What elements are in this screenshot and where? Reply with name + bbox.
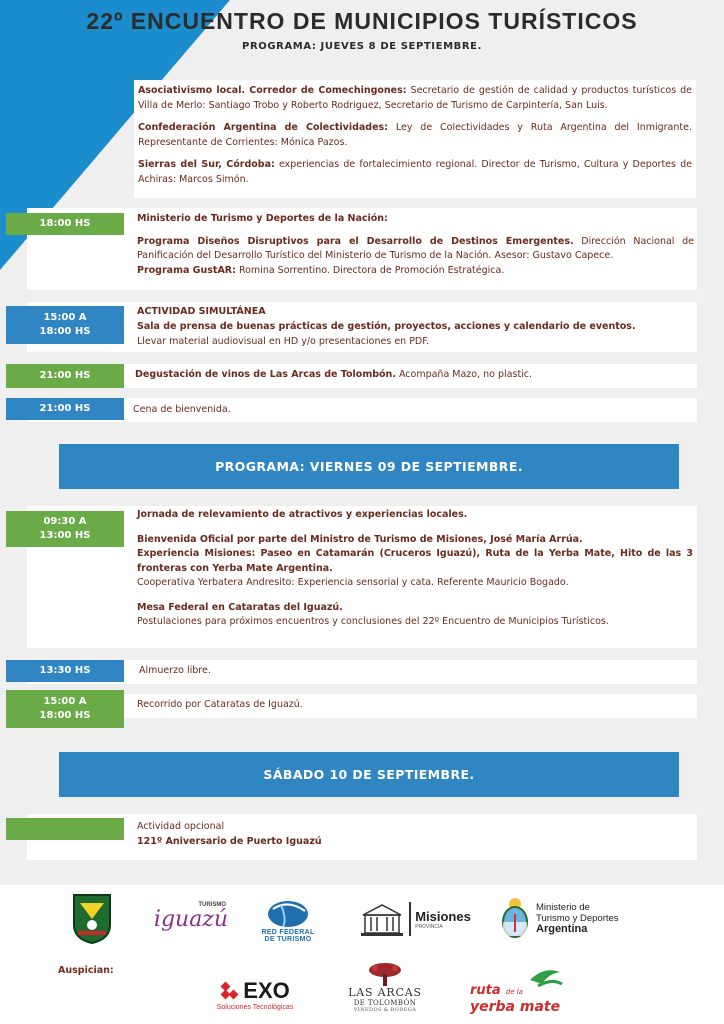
exo-sub-text: Soluciones Tecnológicas	[216, 1003, 294, 1011]
time-start: 09:30 A	[43, 516, 87, 527]
misiones-text: Misiones	[415, 908, 471, 924]
saturday-block-1	[134, 820, 694, 854]
sponsors-label: Auspician:	[58, 965, 114, 976]
time-badge: 21:00 HS	[6, 364, 124, 388]
time-badge	[6, 306, 124, 344]
exo-logo	[205, 972, 305, 1016]
thursday-block-1	[134, 80, 696, 198]
ruta-text: ruta	[470, 983, 501, 998]
de-la-text: de la	[505, 988, 523, 996]
thursday-block-5: Cena de bienvenida.	[133, 404, 231, 415]
red-federal-logo	[248, 892, 328, 950]
page-title: 22º ENCUENTRO DE MUNICIPIOS TURÍSTICOS	[86, 8, 638, 34]
thursday-block-3	[134, 304, 696, 350]
friday-block-2: Almuerzo libre.	[139, 665, 211, 676]
thursday-item-comechingones: Asociativismo local. Corredor de Comechingones: Secretario de gestión de calidad y productos turísticos de Villa de Merlo: Santiago Trobo y Roberto Rodriguez, Secretario de Turismo de Carpintería, San Luis.	[138, 85, 692, 111]
time-end: 13:00 HS	[39, 530, 91, 541]
red-federal-line-2: DE TURISMO	[264, 936, 312, 943]
ministerio-line-2: Turismo y Deportes	[536, 912, 619, 924]
friday-banner: PROGRAMA: VIERNES 09 DE SEPTIEMBRE.	[59, 444, 679, 489]
municipal-shield-logo	[72, 893, 112, 945]
globe-icon	[265, 899, 311, 929]
ministerio-line-1: Ministerio de	[536, 901, 590, 913]
time-badge: 13:30 HS	[6, 660, 124, 682]
thursday-block-2	[134, 212, 696, 288]
building-icon	[359, 901, 405, 937]
exo-text: EXO	[243, 977, 290, 1003]
friday-block-1	[134, 508, 696, 646]
ministerio-logo	[500, 893, 640, 943]
friday-block-3: Recorrido por Cataratas de Iguazú.	[137, 699, 303, 710]
ministerio-line-3: Argentina	[536, 922, 588, 935]
simultaneous-label: ACTIVIDAD SIMULTÁNEA	[137, 306, 266, 317]
time-badge: 21:00 HS	[6, 398, 124, 420]
time-badge-empty	[6, 818, 124, 840]
argentina-coat-of-arms-icon	[500, 896, 530, 940]
saturday-banner: SÁBADO 10 DE SEPTIEMBRE.	[59, 752, 679, 797]
time-badge	[6, 511, 124, 547]
friday-item-mesa-federal: Mesa Federal en Cataratas del Iguazú.	[137, 601, 343, 613]
time-end: 18:00 HS	[39, 326, 91, 337]
friday-item-experiencia: Experiencia Misiones: Paseo en Catamarán (Cruceros Iguazú), Ruta de la Yerba Mate, Hito de las 3 fronteras con Yerba Mate Argentina.	[137, 548, 693, 574]
thursday-item-ministerio: Ministerio de Turismo y Deportes de la Nación:	[137, 213, 388, 224]
turismo-small-text: TURISMO	[198, 902, 226, 908]
thursday-block-4: Degustación de vinos de Las Arcas de Tolombón. Acompaña Mazo, no plastic.	[135, 369, 533, 380]
anniversary-label: 121º Aniversario de Puerto Iguazú	[137, 835, 322, 847]
optional-activity: Actividad opcional	[137, 821, 225, 832]
friday-item-cooperativa: Cooperativa Yerbatera Andresito: Experiencia sensorial y cata. Referente Mauricio Bogado.	[137, 577, 569, 588]
misiones-logo	[350, 898, 480, 940]
friday-item-bienvenida: Bienvenida Oficial por parte del Ministro de Turismo de Misiones, José María Arrúa.	[137, 533, 583, 545]
time-end: 18:00 HS	[39, 710, 91, 721]
ruta-yerba-mate-logo	[468, 964, 568, 1016]
arcas-line-2: DE TOLOMBÓN	[353, 998, 417, 1007]
thursday-item-disenos: Programa Diseños Disruptivos para el Desarrollo de Destinos Emergentes. Dirección Nacional de Panificación del Desarrollo Turístico del Ministerio de Turismo de la Nación. Asesor: Gustavo Capece.	[137, 235, 694, 261]
time-start: 15:00 A	[43, 312, 87, 323]
press-room-line: Sala de prensa de buenas prácticas de gestión, proyectos, acciones y calendario de eventos.	[137, 321, 636, 332]
red-federal-line-1: RED FEDERAL	[261, 929, 315, 936]
thursday-item-sierras: Sierras del Sur, Córdoba: experiencias de fortalecimiento regional. Director de Turismo, Cultura y Deportes de Achiras: Marcos Simón.	[138, 159, 692, 185]
las-arcas-logo	[345, 952, 425, 1022]
turismo-iguazu-logo	[150, 888, 232, 946]
yerba-mate-text: yerba mate	[470, 999, 561, 1015]
friday-item-jornada: Jornada de relevamiento de atractivos y experiencias locales.	[137, 509, 468, 520]
time-badge	[6, 690, 124, 728]
material-note: Llevar material audiovisual en HD y/o presentaciones en PDF.	[137, 336, 430, 347]
iguazu-script: iguazú	[153, 907, 229, 932]
friday-item-postulaciones: Postulaciones para próximos encuentros y conclusiones del 22º Encuentro de Municipios Turísticos.	[137, 616, 609, 627]
time-start: 15:00 A	[43, 696, 87, 707]
page-subtitle: PROGRAMA: JUEVES 8 DE SEPTIEMBRE.	[242, 41, 482, 52]
exo-mark-icon	[220, 981, 240, 1001]
tree-icon	[365, 962, 405, 986]
thursday-item-gustar: Programa GustAR: Romina Sorrentino. Directora de Promoción Estratégica.	[137, 264, 505, 276]
misiones-sub-text: PROVINCIA	[415, 923, 443, 930]
arcas-line-1: LAS ARCAS	[348, 985, 422, 999]
thursday-item-colectividades: Confederación Argentina de Colectividades: Ley de Colectividades y Ruta Argentina del Inmigrante. Representante de Corrientes: Mónica Pazos.	[138, 122, 692, 148]
time-badge: 18:00 HS	[6, 213, 124, 235]
arcas-line-3: VIÑEDOS & BODEGA	[353, 1006, 417, 1013]
